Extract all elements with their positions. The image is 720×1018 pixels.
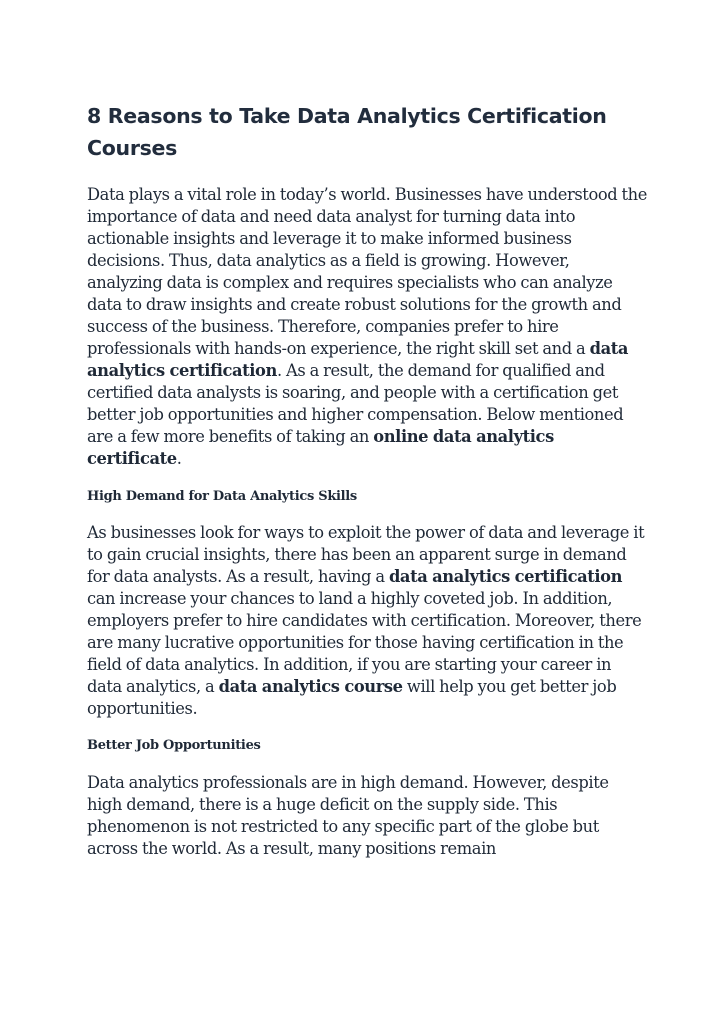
section-1-paragraph (87, 522, 647, 720)
document-title: 8 Reasons to Take Data Analytics Certification Courses (87, 104, 607, 160)
section-1-bold-2: data analytics course (218, 677, 403, 696)
intro-text-1: Data plays a vital role in today’s world. Businesses have understood the importance of data and need data analyst for turning data into actionable insights and leverage it to make informed business decisions. Thus, data analytics as a field is growing. However, analyzing data is complex and requires specialists who can analyze data to draw insights and create robust solutions for the growth and success of the business. Therefore, companies prefer to hire professionals with hands-on experience, the right skill set and a (87, 185, 648, 358)
intro-bold-1: data analytics certification (87, 339, 629, 380)
intro-bold-2: online data analytics certificate (87, 427, 554, 468)
document-page (87, 100, 647, 860)
intro-paragraph (87, 184, 647, 470)
intro-text-3: . (176, 449, 182, 468)
section-1-text-2: can increase your chances to land a highly coveted job. In addition, employers prefer to hire candidates with certification. Moreover, there are many lucrative opportunities for those having certification in the field of data analytics. In addition, if you are starting your career in data analytics, a (87, 589, 642, 696)
section-2-heading: Better Job Opportunities (87, 738, 261, 753)
section-2-paragraph (87, 772, 647, 860)
section-1-text-1: As businesses look for ways to exploit the power of data and leverage it to gain crucial insights, there has been an apparent surge in demand for data analysts. As a result, having a (87, 523, 645, 586)
section-1-bold-1: data analytics certification (388, 567, 623, 586)
section-1-text-3: will help you get better job opportunities. (87, 677, 617, 718)
section-2-text-1: Data analytics professionals are in high demand. However, despite high demand, there is a huge deficit on the supply side. This phenomenon is not restricted to any specific part of the globe but across the world. As a result, many positions remain (87, 773, 609, 858)
section-1-heading: High Demand for Data Analytics Skills (87, 489, 357, 504)
intro-text-2: . As a result, the demand for qualified and certified data analysts is soaring, and people with a certification get better job opportunities and higher compensation. Below mentioned are a few more benefits of taking an (87, 361, 624, 446)
